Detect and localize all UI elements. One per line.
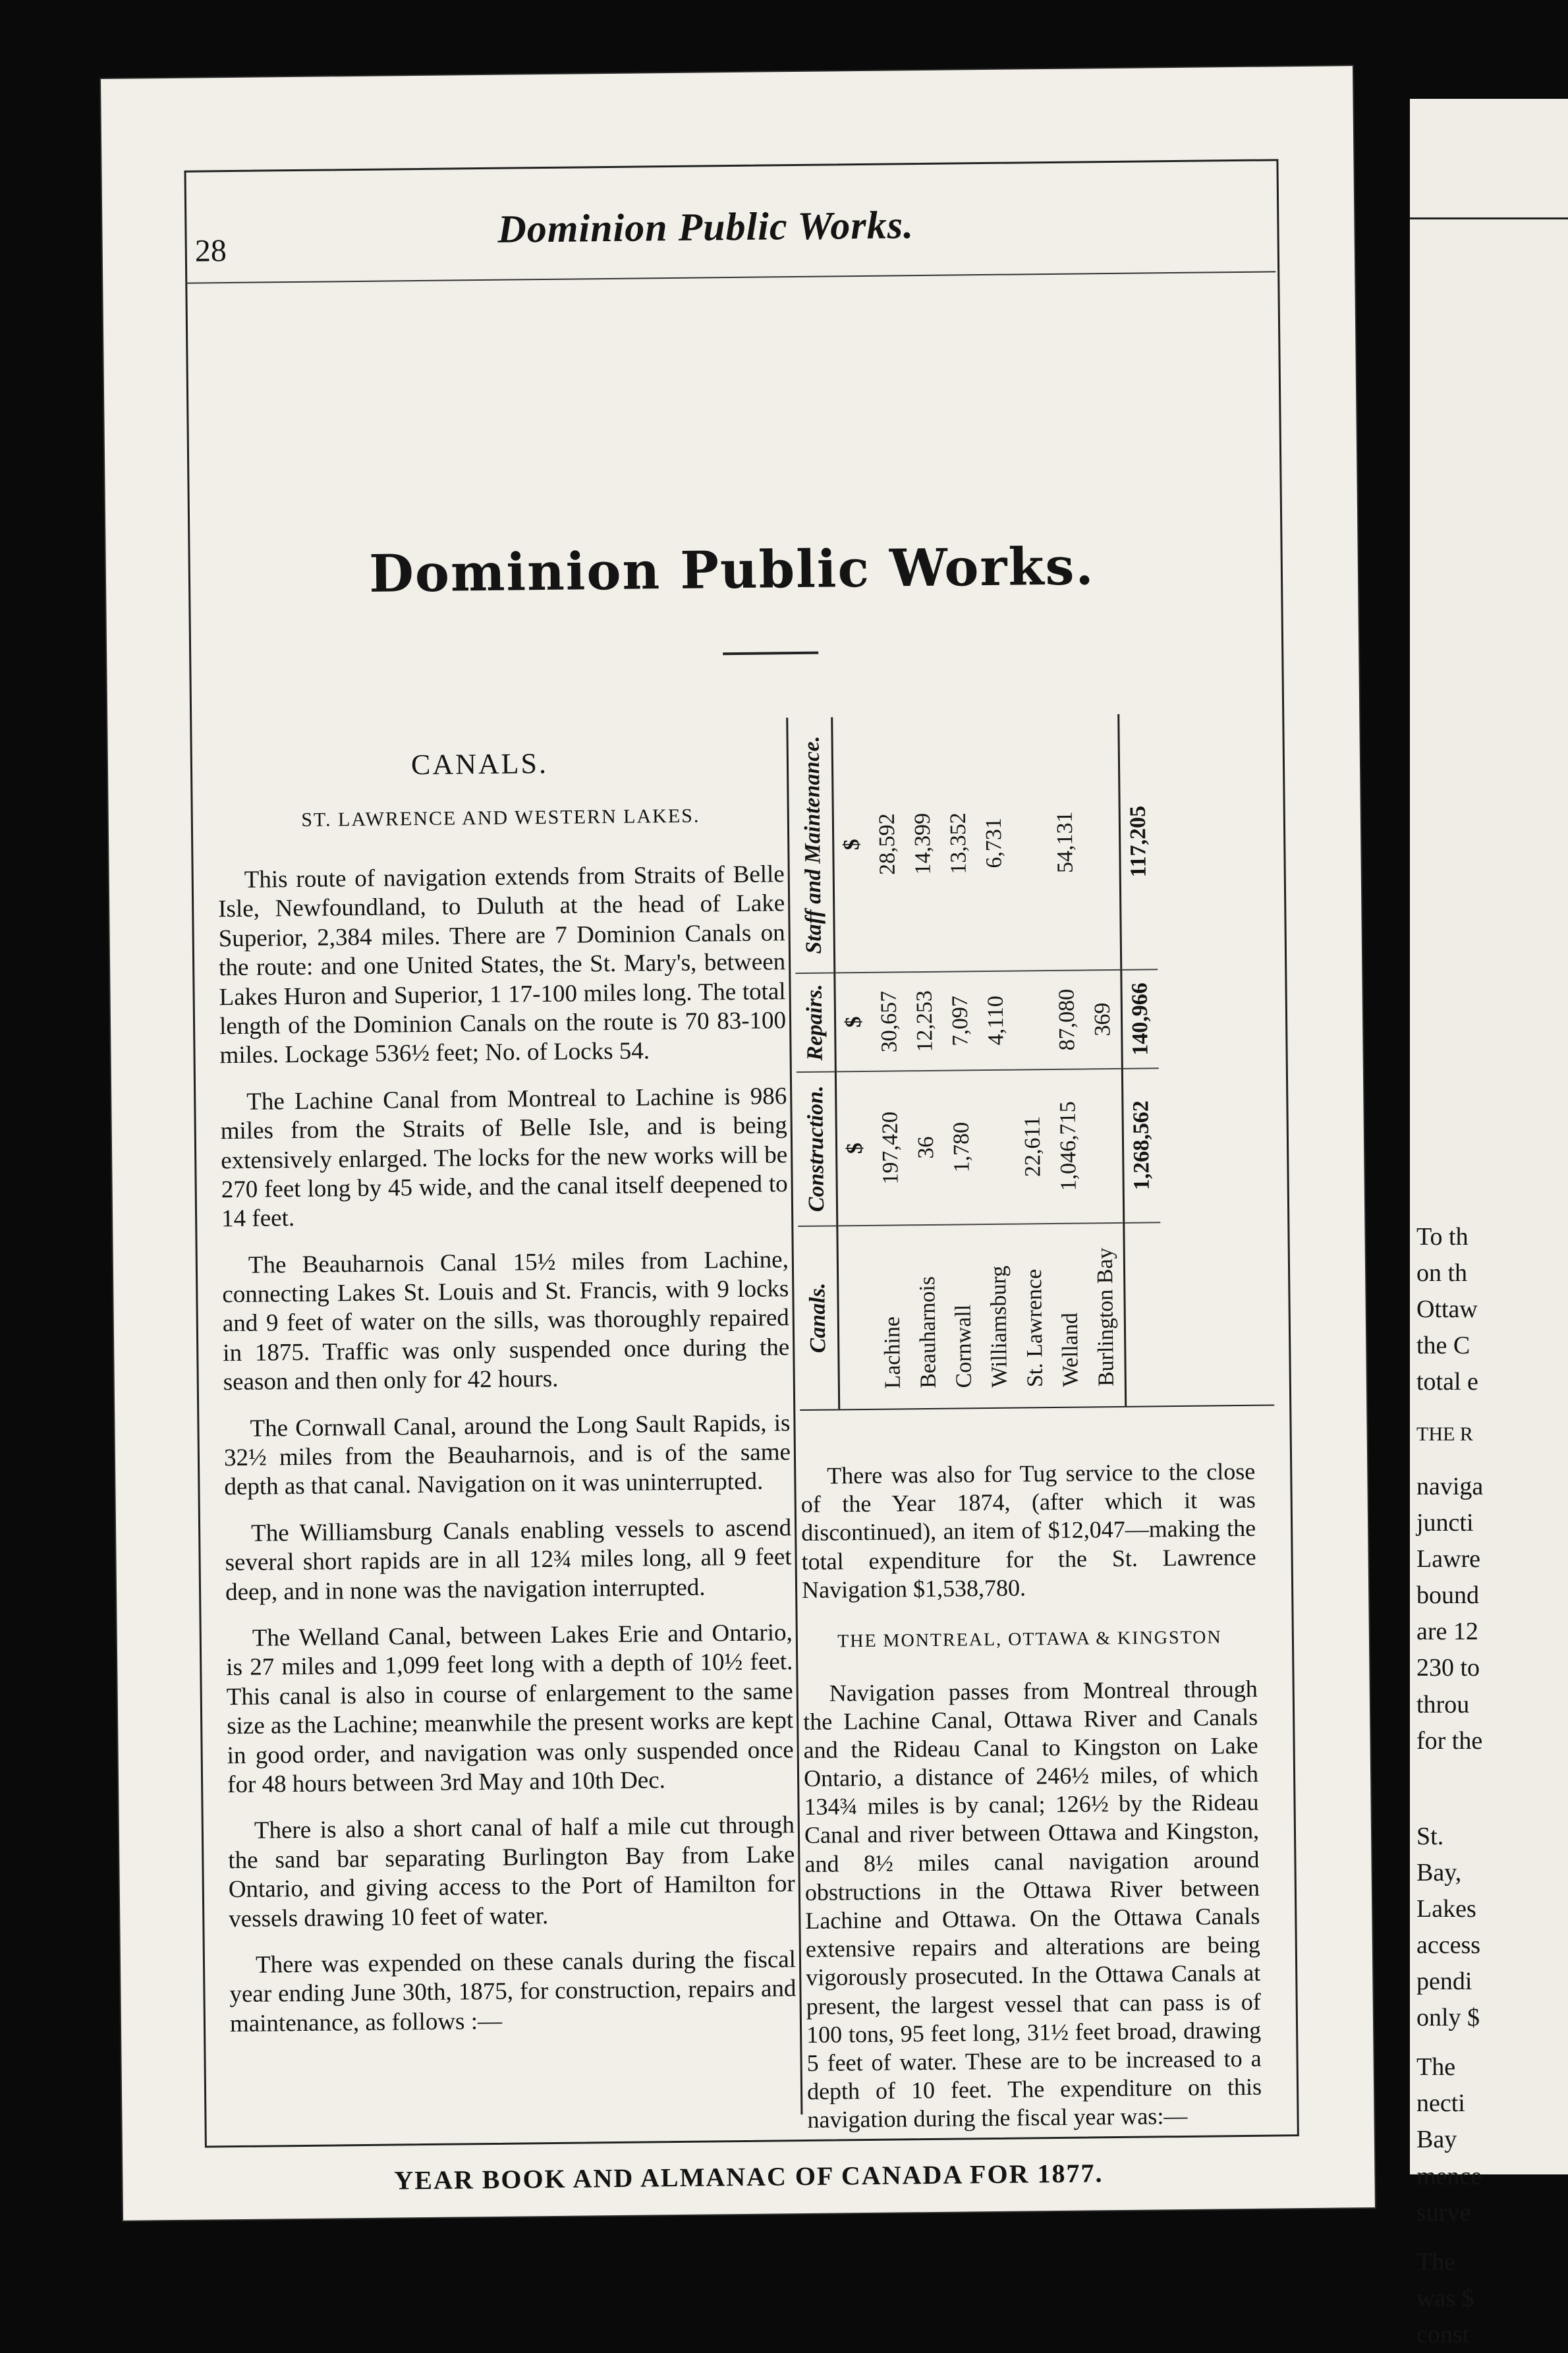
text-fragment: was $: [1416, 2284, 1474, 2312]
repairs-value: 7,097: [942, 971, 979, 1070]
construction-value: 1,046,715: [1050, 1069, 1087, 1224]
text-fragment: The: [1416, 2248, 1456, 2276]
text-fragment: necti: [1416, 2089, 1465, 2118]
staff-value: [1011, 715, 1049, 971]
canal-name: Beauharnois: [909, 1224, 947, 1408]
text-fragment: Lawre: [1416, 1545, 1481, 1573]
col-header-construction: Construction.: [797, 1071, 837, 1226]
expenditure-table: [793, 714, 1162, 1409]
text-fragment: mence: [1416, 2162, 1482, 2190]
construction-value: [1086, 1069, 1124, 1224]
paragraph: Navigation passes from Montreal through the Lachine Canal, Ottawa River and Canals and the Rideau Canal to Kingston on Lake Ontario, a distance of 246½ miles, of which 134¾ miles is by canal; 126½ by the Rideau Canal and river between Ottawa and Kingston, and 8½ miles canal navigation around obstructions in the Ottawa River between Lachine and Ottawa. On the Ottawa Canals extensive repairs and alterations are being vigorously prosecuted. In the Ottawa Canals at present, the largest vessel that can pass is of 100 tons, 95 feet long, 31½ feet broad, drawing 5 feet of water. These are to be increased to a depth of 10 feet. The expenditure on this navigation during the fiscal year was:—: [802, 1675, 1262, 2134]
text-fragment: Bay,: [1416, 1858, 1462, 1886]
text-fragment: on th: [1416, 1259, 1468, 1288]
expenditure-table-wrapper: [793, 713, 1274, 1411]
paragraph: There is also a short canal of half a mile cut through the sand bar separating Burlington Bay from Lake Ontario, and giving access to the Port of Hamilton for vessels drawing 10 feet of water.: [228, 1811, 795, 1933]
staff-value: 28,592: [874, 813, 900, 876]
left-column: [217, 803, 797, 2056]
staff-total: 117,205: [1119, 714, 1158, 970]
adjacent-page: [1410, 99, 1568, 2348]
text-fragment: Lakes: [1416, 1894, 1476, 1923]
right-subheading: THE MONTREAL, OTTAWA & KINGSTON: [837, 1627, 1222, 1652]
repairs-value: 30,657: [871, 972, 908, 1071]
text-fragment: The: [1416, 2053, 1456, 2082]
running-title: Dominion Public Works.: [497, 203, 914, 251]
canal-name: Cornwall: [945, 1224, 982, 1408]
paragraph: The Cornwall Canal, around the Long Sault Rapids, is 32½ miles from the Beauharnois, and is of the same depth as that canal. Navigation on it was uninterrupted.: [223, 1409, 791, 1501]
tug-paragraph: There was also for Tug service to the close of the Year 1874, (after which it was discontinued), an item of $12,047—making the total expenditure for the St. Lawrence Navigation $1,538,780.: [800, 1458, 1256, 1603]
text-fragment: total e: [1416, 1368, 1478, 1396]
text-fragment: pendi: [1416, 1968, 1472, 1996]
staff-value: 14,399: [910, 812, 936, 875]
canal-name: Burlington Bay: [1087, 1223, 1125, 1407]
construction-value: [979, 1069, 1016, 1224]
paragraph: The Welland Canal, between Lakes Erie and Ontario, is 27 miles and 1,099 feet long with a depth of 10½ feet. This canal is also in course of enlargement to the same size as the Lachine; meanwhile the present works are kept in good order, and navigation was only suspended once for 48 hours between 3rd May and 10th Dec.: [226, 1619, 794, 1799]
table-cell: [837, 1225, 876, 1409]
construction-total: 1,268,562: [1122, 1068, 1160, 1223]
text-fragment: THE R: [1416, 1423, 1473, 1446]
canal-name: Welland: [1051, 1223, 1089, 1407]
text-fragment: throu: [1416, 1690, 1470, 1718]
canal-name: Williamsburg: [980, 1224, 1018, 1407]
text-fragment: To th: [1416, 1223, 1469, 1251]
paragraph: This route of navigation extends from Straits of Belle Isle, Newfoundland, to Duluth at the head of Lake Superior, 2,384 miles. There are 7 Dominion Canals on the route: and one United States, the St. Mary's, between Lakes Huron and Superior, 1 17-100 miles long. The total length of the Dominion Canals on the route is 70 83-100 miles. Lockage 536½ feet; No. of Locks 54.: [218, 861, 787, 1069]
section-title: Dominion Public Works.: [368, 536, 1096, 604]
canal-name: Lachine: [874, 1225, 911, 1409]
construction-value: 197,420: [872, 1071, 909, 1226]
text-fragment: Ottaw: [1416, 1295, 1478, 1324]
text-fragment: for the: [1416, 1726, 1483, 1755]
left-subheading: ST. LAWRENCE AND WESTERN LAKES.: [301, 805, 700, 831]
text-fragment: Bay: [1416, 2126, 1457, 2154]
canal-name: St. Lawrence: [1016, 1224, 1053, 1407]
text-fragment: naviga: [1416, 1472, 1484, 1500]
construction-value: 36: [908, 1070, 945, 1225]
col-header-staff: Staff and Maintenance.: [793, 717, 835, 973]
text-fragment: juncti: [1416, 1509, 1474, 1537]
staff-value: 13,352: [945, 812, 971, 874]
staff-value: [1082, 714, 1121, 971]
currency-symbol: $: [835, 973, 872, 1071]
repairs-total: 140,966: [1121, 969, 1159, 1068]
paragraph: The Beauharnois Canal 15½ miles from Lachine, connecting Lakes St. Louis and St. Francis, with 9 locks and 9 feet of water on the sills, was thoroughly repaired in 1875. Traffic was only suspended once during the season and then only for 42 hours.: [222, 1245, 790, 1396]
repairs-value: 87,080: [1049, 971, 1086, 1069]
totals-row: [1119, 714, 1162, 1406]
text-fragment: bound: [1416, 1581, 1479, 1610]
text-fragment: only $: [1416, 2004, 1480, 2032]
text-fragment: const: [1416, 2320, 1470, 2348]
text-fragment: surve: [1416, 2198, 1471, 2226]
adjacent-rule: [1410, 217, 1568, 219]
canals-heading: CANALS.: [410, 747, 549, 781]
staff-value: 6,731: [981, 817, 1007, 868]
page-number: 28: [194, 233, 227, 269]
currency-symbol: $: [835, 1071, 874, 1226]
construction-value: 22,611: [1015, 1069, 1051, 1224]
repairs-value: 4,110: [978, 971, 1015, 1070]
text-fragment: access: [1416, 1931, 1481, 1959]
text-fragment: are 12: [1416, 1618, 1478, 1646]
staff-value: 54,131: [1052, 811, 1078, 874]
currency-symbol: $: [839, 838, 864, 851]
right-column: [800, 1458, 1262, 2161]
repairs-value: [1013, 971, 1050, 1069]
book-page: [101, 66, 1375, 2221]
rotated-table-container: [793, 713, 1274, 1409]
paragraph: The Lachine Canal from Montreal to Lachine is 986 miles from the Straits of Belle Isle, and is being extensively enlarged. The locks for the new works will be 270 feet long by 45 wide, and the canal itself deepened to 14 feet.: [220, 1082, 788, 1233]
construction-value: 1,780: [943, 1070, 980, 1225]
repairs-value: 12,253: [907, 972, 943, 1071]
table-cell: [1124, 1222, 1162, 1406]
paragraph: There was expended on these canals during the fiscal year ending June 30th, 1875, for construction, repairs and maintenance, as follows :—: [229, 1946, 797, 2037]
col-header-canals: Canals.: [798, 1226, 839, 1409]
col-header-repairs: Repairs.: [795, 973, 835, 1071]
text-fragment: St.: [1416, 1822, 1444, 1850]
repairs-value: 369: [1084, 970, 1122, 1069]
page-footer: YEAR BOOK AND ALMANAC OF CANADA FOR 1877.: [394, 2158, 1104, 2196]
adjacent-page-text: [1416, 1219, 1483, 2353]
text-fragment: the C: [1416, 1332, 1470, 1360]
paragraph: The Williamsburg Canals enabling vessels to ascend several short rapids are in all 12¾ miles long, all 9 feet deep, and in none was the navigation interrupted.: [225, 1514, 792, 1606]
text-fragment: 230 to: [1416, 1654, 1480, 1682]
